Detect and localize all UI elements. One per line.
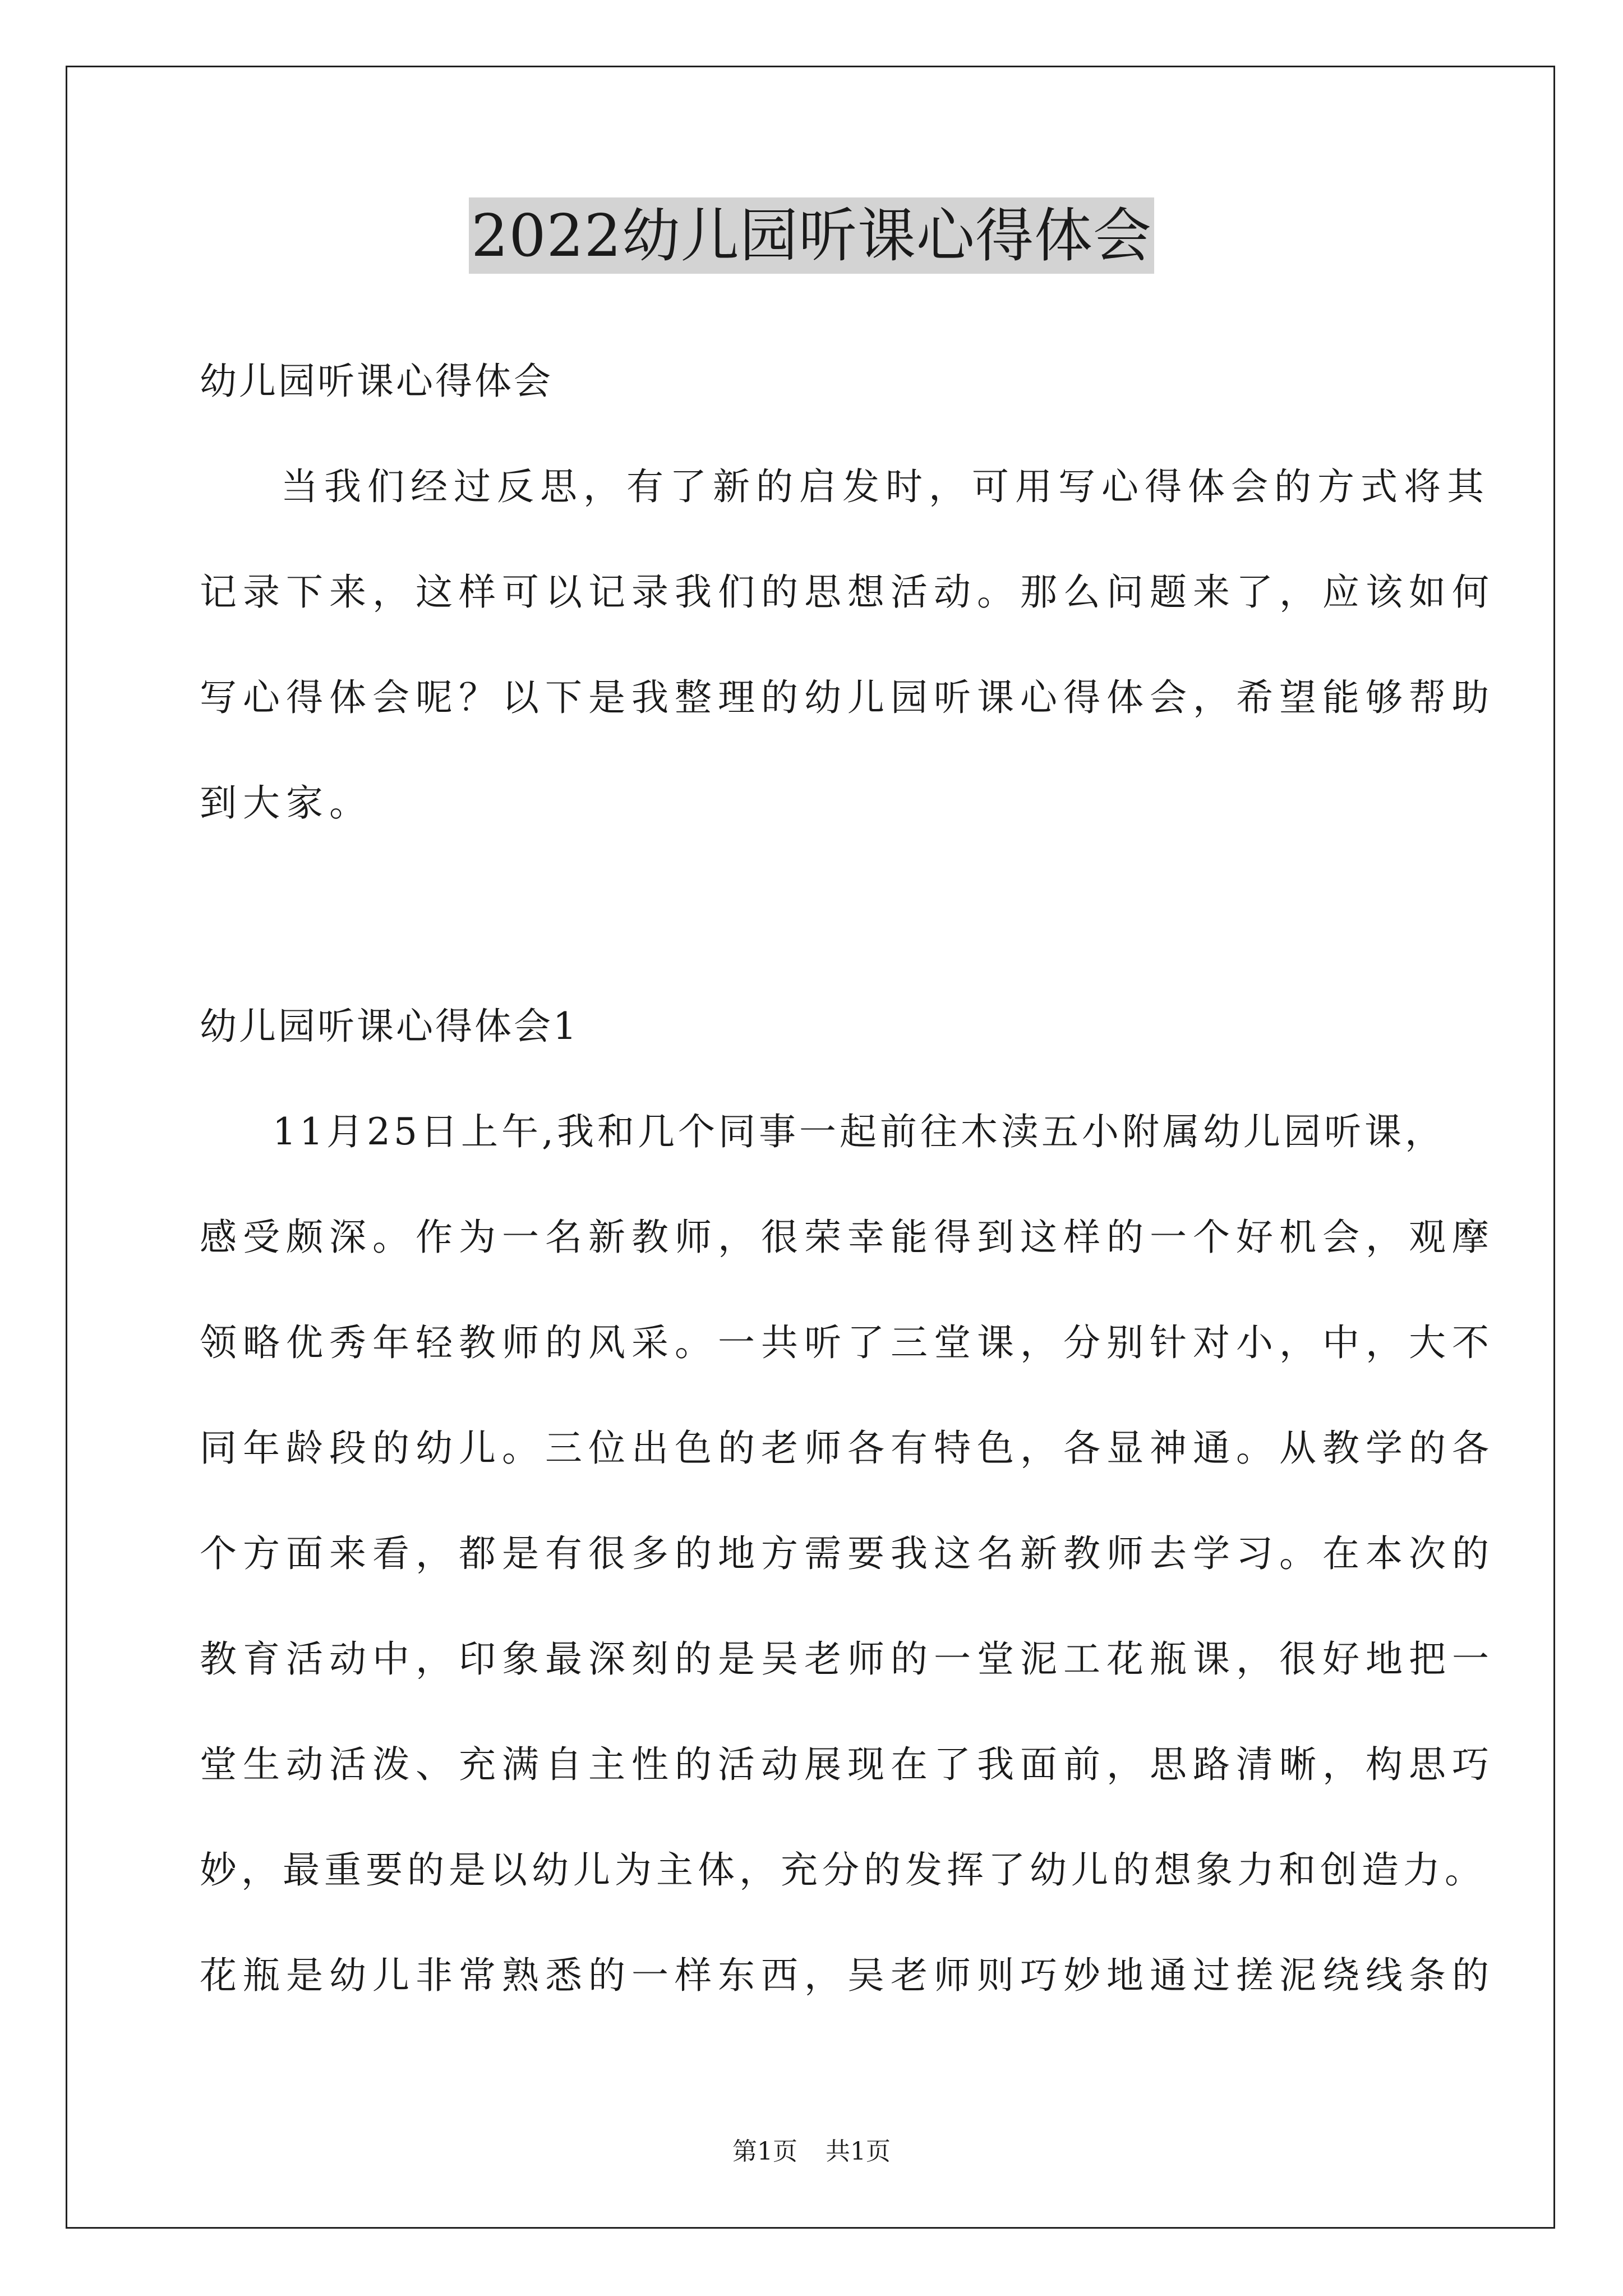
body-line: 教育活动中，印象最深刻的是吴老师的一堂泥工花瓶课，很好地把一	[200, 1637, 1495, 1681]
intro-line: 写心得体会呢？以下是我整理的幼儿园听课心得体会，希望能够帮助	[200, 676, 1495, 719]
title-container	[0, 197, 1623, 274]
intro-line: 到大家。	[200, 781, 372, 825]
body-line: 同年龄段的幼儿。三位出色的老师各有特色，各显神通。从教学的各	[200, 1427, 1495, 1470]
body-line: 花瓶是幼儿非常熟悉的一样东西，吴老师则巧妙地通过搓泥绕线条的	[200, 1954, 1495, 1997]
body-line: 领略优秀年轻教师的风采。一共听了三堂课，分别针对小，中，大不	[200, 1321, 1495, 1364]
page-number-total: 共1页	[826, 2137, 891, 2166]
page-number-current: 第1页	[732, 2137, 797, 2166]
body-line: 感受颇深。作为一名新教师，很荣幸能得到这样的一个好机会，观摩	[200, 1216, 1495, 1259]
body-line: 个方面来看，都是有很多的地方需要我这名新教师去学习。在本次的	[200, 1532, 1495, 1575]
body-line: 堂生动活泼、充满自主性的活动展现在了我面前，思路清晰，构思巧	[200, 1743, 1495, 1786]
document-title: 2022幼儿园听课心得体会	[469, 197, 1154, 274]
section-heading: 幼儿园听课心得体会1	[200, 1005, 579, 1048]
body-line: 11月25日上午,我和几个同事一起前往木渎五小附属幼儿园听课，	[273, 1110, 1445, 1153]
intro-line: 记录下来，这样可以记录我们的思想活动。那么问题来了，应该如何	[200, 570, 1495, 614]
document-subtitle: 幼儿园听课心得体会	[200, 360, 553, 403]
body-line: 妙，最重要的是以幼儿为主体，充分的发挥了幼儿的想象力和创造力。	[200, 1848, 1486, 1892]
intro-line: 当我们经过反思，有了新的启发时，可用写心得体会的方式将其	[281, 465, 1490, 508]
page-footer	[0, 2136, 1623, 2168]
